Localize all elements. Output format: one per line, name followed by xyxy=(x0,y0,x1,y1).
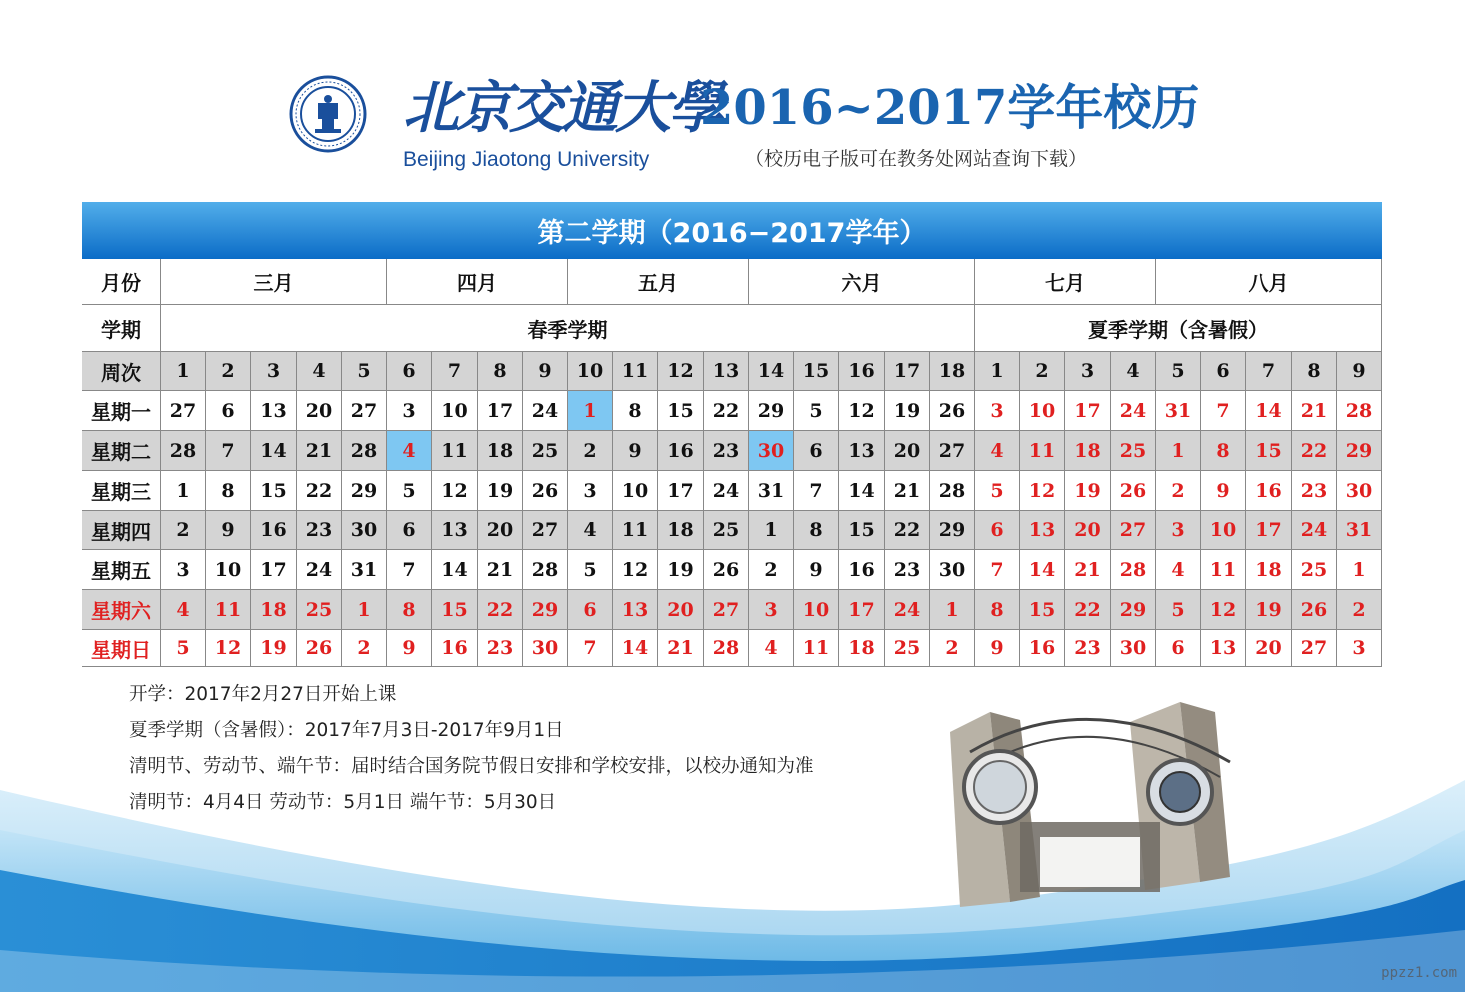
weekday-label: 星期四 xyxy=(82,511,161,550)
date-cell: 14 xyxy=(432,550,478,590)
date-cell: 15 xyxy=(251,471,297,511)
date-cell: 12 xyxy=(432,471,478,511)
week-number-cell: 6 xyxy=(1201,352,1246,391)
date-cell: 10 xyxy=(1020,391,1065,431)
date-cell: 4 xyxy=(749,630,794,667)
date-cell: 2 xyxy=(161,511,206,550)
date-cell: 5 xyxy=(1156,590,1201,630)
date-cell: 7 xyxy=(568,630,613,667)
date-cell: 17 xyxy=(839,590,885,630)
page-subtitle: （校历电子版可在教务处网站查询下载） xyxy=(745,148,1088,170)
date-cell: 2 xyxy=(568,431,613,471)
date-cell: 18 xyxy=(839,630,885,667)
date-cell: 10 xyxy=(206,550,251,590)
date-cell: 26 xyxy=(930,391,975,431)
date-cell: 11 xyxy=(1020,431,1065,471)
date-cell: 26 xyxy=(704,550,749,590)
week-number-cell: 7 xyxy=(1246,352,1292,391)
date-cell: 18 xyxy=(478,431,523,471)
date-cell: 19 xyxy=(885,391,930,431)
date-cell: 1 xyxy=(1337,550,1382,590)
week-number-cell: 11 xyxy=(613,352,658,391)
date-cell: 2 xyxy=(1337,590,1382,630)
date-cell: 28 xyxy=(930,471,975,511)
date-cell: 8 xyxy=(206,471,251,511)
date-cell: 19 xyxy=(658,550,704,590)
week-number-cell: 9 xyxy=(523,352,568,391)
note-line: 夏季学期（含暑假）：2017年7月3日-2017年9月1日 xyxy=(129,720,564,741)
week-number-cell: 5 xyxy=(1156,352,1201,391)
date-cell: 13 xyxy=(1020,511,1065,550)
date-cell: 25 xyxy=(885,630,930,667)
date-cell: 21 xyxy=(1292,391,1337,431)
week-number-cell: 10 xyxy=(568,352,613,391)
date-cell: 30 xyxy=(1111,630,1156,667)
date-cell: 5 xyxy=(975,471,1020,511)
date-cell: 14 xyxy=(251,431,297,471)
week-number-cell: 14 xyxy=(749,352,794,391)
date-cell: 16 xyxy=(251,511,297,550)
date-cell: 7 xyxy=(387,550,432,590)
date-cell: 2 xyxy=(1156,471,1201,511)
date-cell: 27 xyxy=(930,431,975,471)
week-number-cell: 8 xyxy=(478,352,523,391)
week-number-cell: 2 xyxy=(1020,352,1065,391)
holiday-date-cell: 4 xyxy=(387,431,432,471)
date-cell: 7 xyxy=(794,471,839,511)
week-number-cell: 5 xyxy=(342,352,387,391)
date-cell: 22 xyxy=(885,511,930,550)
date-cell: 22 xyxy=(297,471,342,511)
date-cell: 16 xyxy=(839,550,885,590)
month-header: 六月 xyxy=(749,259,975,305)
month-row-label: 月份 xyxy=(82,259,161,305)
week-number-cell: 15 xyxy=(794,352,839,391)
date-cell: 18 xyxy=(1246,550,1292,590)
date-cell: 5 xyxy=(161,630,206,667)
weekday-label: 星期三 xyxy=(82,471,161,511)
week-number-cell: 4 xyxy=(1111,352,1156,391)
date-cell: 22 xyxy=(1065,590,1111,630)
date-cell: 19 xyxy=(478,471,523,511)
date-cell: 3 xyxy=(161,550,206,590)
date-cell: 10 xyxy=(794,590,839,630)
week-number-cell: 18 xyxy=(930,352,975,391)
date-cell: 28 xyxy=(1111,550,1156,590)
date-cell: 24 xyxy=(1111,391,1156,431)
date-cell: 20 xyxy=(1246,630,1292,667)
university-seal-logo xyxy=(289,75,367,153)
date-cell: 25 xyxy=(704,511,749,550)
weekday-label: 星期六 xyxy=(82,590,161,630)
date-cell: 6 xyxy=(387,511,432,550)
date-cell: 6 xyxy=(568,590,613,630)
date-cell: 10 xyxy=(1201,511,1246,550)
week-number-cell: 3 xyxy=(251,352,297,391)
date-cell: 23 xyxy=(704,431,749,471)
date-cell: 7 xyxy=(1201,391,1246,431)
date-cell: 31 xyxy=(1156,391,1201,431)
date-cell: 9 xyxy=(613,431,658,471)
date-cell: 1 xyxy=(1156,431,1201,471)
date-cell: 5 xyxy=(387,471,432,511)
term-header: 夏季学期（含暑假） xyxy=(975,305,1382,352)
date-cell: 18 xyxy=(658,511,704,550)
week-number-cell: 7 xyxy=(432,352,478,391)
date-cell: 16 xyxy=(1246,471,1292,511)
date-cell: 24 xyxy=(704,471,749,511)
date-cell: 20 xyxy=(885,431,930,471)
date-cell: 10 xyxy=(432,391,478,431)
date-cell: 13 xyxy=(613,590,658,630)
date-cell: 12 xyxy=(839,391,885,431)
month-header: 三月 xyxy=(161,259,387,305)
date-cell: 21 xyxy=(297,431,342,471)
date-cell: 24 xyxy=(1292,511,1337,550)
date-cell: 11 xyxy=(613,511,658,550)
date-cell: 27 xyxy=(523,511,568,550)
holiday-date-cell: 1 xyxy=(568,391,613,431)
week-number-cell: 4 xyxy=(297,352,342,391)
date-cell: 17 xyxy=(1246,511,1292,550)
date-cell: 29 xyxy=(930,511,975,550)
date-cell: 23 xyxy=(1065,630,1111,667)
date-cell: 11 xyxy=(206,590,251,630)
date-cell: 22 xyxy=(704,391,749,431)
weekday-label: 星期五 xyxy=(82,550,161,590)
date-cell: 21 xyxy=(885,471,930,511)
date-cell: 28 xyxy=(523,550,568,590)
date-cell: 2 xyxy=(749,550,794,590)
month-header: 七月 xyxy=(975,259,1156,305)
date-cell: 8 xyxy=(613,391,658,431)
date-cell: 11 xyxy=(1201,550,1246,590)
date-cell: 30 xyxy=(342,511,387,550)
date-cell: 26 xyxy=(1292,590,1337,630)
date-cell: 4 xyxy=(975,431,1020,471)
date-cell: 2 xyxy=(342,630,387,667)
date-cell: 4 xyxy=(568,511,613,550)
date-cell: 6 xyxy=(206,391,251,431)
date-cell: 29 xyxy=(749,391,794,431)
weekday-label: 星期一 xyxy=(82,391,161,431)
date-cell: 23 xyxy=(297,511,342,550)
date-cell: 26 xyxy=(1111,471,1156,511)
date-cell: 13 xyxy=(1201,630,1246,667)
date-cell: 29 xyxy=(1337,431,1382,471)
notes-section xyxy=(129,685,814,829)
date-cell: 14 xyxy=(839,471,885,511)
date-cell: 2 xyxy=(930,630,975,667)
date-cell: 28 xyxy=(1337,391,1382,431)
date-cell: 1 xyxy=(930,590,975,630)
date-cell: 15 xyxy=(432,590,478,630)
date-cell: 12 xyxy=(1020,471,1065,511)
date-cell: 31 xyxy=(749,471,794,511)
date-cell: 11 xyxy=(432,431,478,471)
date-cell: 25 xyxy=(523,431,568,471)
page-title: 2016~2017学年校历 xyxy=(700,80,1200,136)
date-cell: 20 xyxy=(478,511,523,550)
date-cell: 13 xyxy=(251,391,297,431)
date-cell: 3 xyxy=(1156,511,1201,550)
date-cell: 4 xyxy=(1156,550,1201,590)
date-cell: 24 xyxy=(885,590,930,630)
week-number-cell: 16 xyxy=(839,352,885,391)
month-header: 四月 xyxy=(387,259,568,305)
week-number-cell: 6 xyxy=(387,352,432,391)
month-header: 八月 xyxy=(1156,259,1382,305)
watermark: ppzz1.com xyxy=(1381,965,1457,981)
date-cell: 14 xyxy=(613,630,658,667)
date-cell: 24 xyxy=(297,550,342,590)
date-cell: 9 xyxy=(387,630,432,667)
date-cell: 1 xyxy=(749,511,794,550)
date-cell: 29 xyxy=(342,471,387,511)
holiday-date-cell: 30 xyxy=(749,431,794,471)
date-cell: 19 xyxy=(1065,471,1111,511)
date-cell: 29 xyxy=(523,590,568,630)
date-cell: 7 xyxy=(975,550,1020,590)
week-row-label: 周次 xyxy=(82,352,161,391)
note-line: 清明节、劳动节、端午节：届时结合国务院节假日安排和学校安排，以校办通知为准 xyxy=(129,756,814,777)
date-cell: 26 xyxy=(297,630,342,667)
date-cell: 12 xyxy=(1201,590,1246,630)
date-cell: 3 xyxy=(975,391,1020,431)
date-cell: 18 xyxy=(251,590,297,630)
date-cell: 27 xyxy=(704,590,749,630)
date-cell: 24 xyxy=(523,391,568,431)
date-cell: 27 xyxy=(1111,511,1156,550)
date-cell: 17 xyxy=(658,471,704,511)
date-cell: 18 xyxy=(1065,431,1111,471)
date-cell: 8 xyxy=(975,590,1020,630)
term-row-label: 学期 xyxy=(82,305,161,352)
date-cell: 28 xyxy=(342,431,387,471)
date-cell: 30 xyxy=(1337,471,1382,511)
week-number-cell: 12 xyxy=(658,352,704,391)
campus-gate-illustration xyxy=(930,672,1290,917)
date-cell: 16 xyxy=(658,431,704,471)
date-cell: 29 xyxy=(1111,590,1156,630)
date-cell: 15 xyxy=(1020,590,1065,630)
date-cell: 16 xyxy=(432,630,478,667)
date-cell: 28 xyxy=(161,431,206,471)
date-cell: 15 xyxy=(1246,431,1292,471)
week-number-cell: 2 xyxy=(206,352,251,391)
date-cell: 5 xyxy=(568,550,613,590)
date-cell: 25 xyxy=(1111,431,1156,471)
date-cell: 23 xyxy=(478,630,523,667)
week-number-cell: 9 xyxy=(1337,352,1382,391)
date-cell: 30 xyxy=(930,550,975,590)
date-cell: 17 xyxy=(478,391,523,431)
date-cell: 19 xyxy=(1246,590,1292,630)
date-cell: 8 xyxy=(387,590,432,630)
date-cell: 6 xyxy=(794,431,839,471)
date-cell: 6 xyxy=(1156,630,1201,667)
note-line: 开学：2017年2月27日开始上课 xyxy=(129,684,397,705)
date-cell: 31 xyxy=(342,550,387,590)
date-cell: 9 xyxy=(1201,471,1246,511)
date-cell: 9 xyxy=(794,550,839,590)
date-cell: 16 xyxy=(1020,630,1065,667)
date-cell: 9 xyxy=(975,630,1020,667)
date-cell: 21 xyxy=(658,630,704,667)
date-cell: 3 xyxy=(568,471,613,511)
date-cell: 7 xyxy=(206,431,251,471)
week-number-cell: 3 xyxy=(1065,352,1111,391)
date-cell: 17 xyxy=(1065,391,1111,431)
weekday-label: 星期二 xyxy=(82,431,161,471)
note-line: 清明节：4月4日 劳动节：5月1日 端午节：5月30日 xyxy=(129,792,557,813)
date-cell: 8 xyxy=(1201,431,1246,471)
date-cell: 9 xyxy=(206,511,251,550)
date-cell: 23 xyxy=(1292,471,1337,511)
date-cell: 27 xyxy=(161,391,206,431)
date-cell: 3 xyxy=(1337,630,1382,667)
date-cell: 20 xyxy=(1065,511,1111,550)
date-cell: 25 xyxy=(1292,550,1337,590)
date-cell: 21 xyxy=(1065,550,1111,590)
date-cell: 13 xyxy=(432,511,478,550)
week-number-cell: 13 xyxy=(704,352,749,391)
date-cell: 22 xyxy=(478,590,523,630)
week-number-cell: 8 xyxy=(1292,352,1337,391)
semester-banner: 第二学期（2016−2017学年） xyxy=(82,202,1382,259)
date-cell: 14 xyxy=(1246,391,1292,431)
date-cell: 22 xyxy=(1292,431,1337,471)
date-cell: 12 xyxy=(206,630,251,667)
date-cell: 3 xyxy=(749,590,794,630)
date-cell: 13 xyxy=(839,431,885,471)
term-header: 春季学期 xyxy=(161,305,975,352)
date-cell: 30 xyxy=(523,630,568,667)
date-cell: 1 xyxy=(161,471,206,511)
date-cell: 6 xyxy=(975,511,1020,550)
date-cell: 10 xyxy=(613,471,658,511)
month-header: 五月 xyxy=(568,259,749,305)
week-number-cell: 1 xyxy=(161,352,206,391)
date-cell: 27 xyxy=(1292,630,1337,667)
date-cell: 3 xyxy=(387,391,432,431)
date-cell: 20 xyxy=(297,391,342,431)
date-cell: 15 xyxy=(658,391,704,431)
weekday-label: 星期日 xyxy=(82,630,161,667)
date-cell: 28 xyxy=(704,630,749,667)
date-cell: 21 xyxy=(478,550,523,590)
date-cell: 20 xyxy=(658,590,704,630)
date-cell: 5 xyxy=(794,391,839,431)
date-cell: 27 xyxy=(342,391,387,431)
date-cell: 17 xyxy=(251,550,297,590)
week-number-cell: 17 xyxy=(885,352,930,391)
date-cell: 12 xyxy=(613,550,658,590)
date-cell: 1 xyxy=(342,590,387,630)
date-cell: 15 xyxy=(839,511,885,550)
date-cell: 19 xyxy=(251,630,297,667)
week-number-cell: 1 xyxy=(975,352,1020,391)
date-cell: 23 xyxy=(885,550,930,590)
date-cell: 11 xyxy=(794,630,839,667)
date-cell: 25 xyxy=(297,590,342,630)
date-cell: 4 xyxy=(161,590,206,630)
date-cell: 8 xyxy=(794,511,839,550)
date-cell: 26 xyxy=(523,471,568,511)
university-name-english: Beijing Jiaotong University xyxy=(403,148,650,171)
date-cell: 14 xyxy=(1020,550,1065,590)
university-name-chinese: 北京交通大學 xyxy=(403,75,721,141)
date-cell: 31 xyxy=(1337,511,1382,550)
